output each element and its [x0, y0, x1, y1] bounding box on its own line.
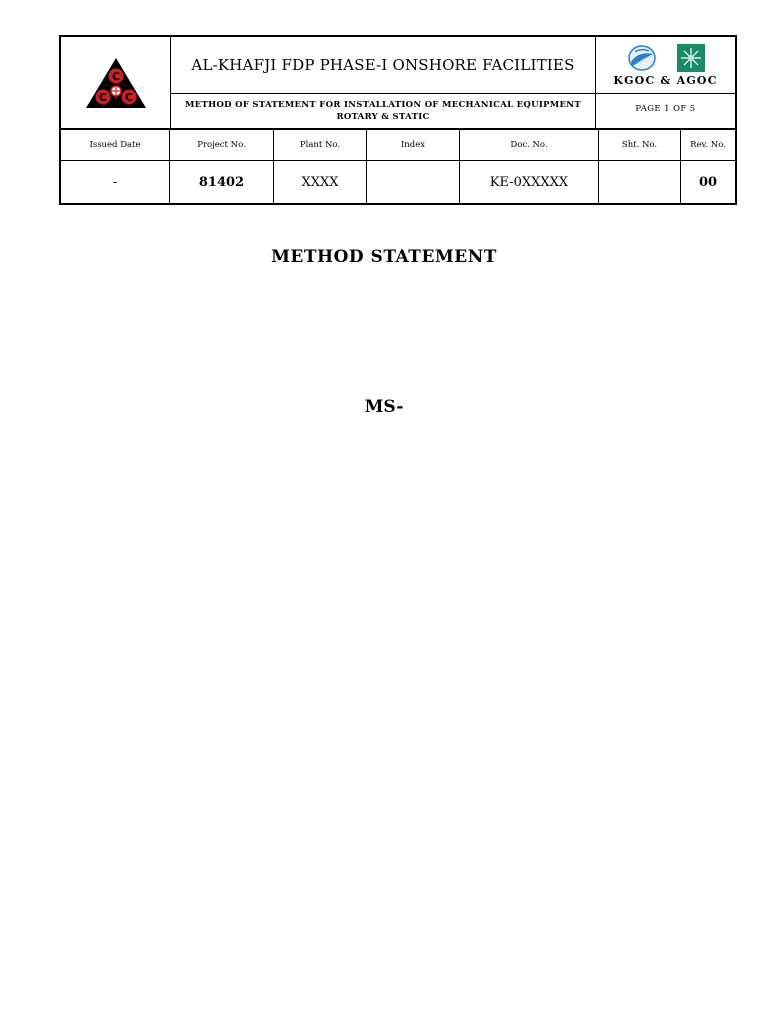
value-project-no: 81402 — [170, 161, 274, 203]
value-rev-no: 00 — [698, 174, 718, 190]
value-issued-date: - — [61, 161, 170, 203]
ms-code: MS- — [364, 397, 404, 417]
col-header-doc-no: Doc. No. — [460, 130, 599, 160]
col-header-plant-no: Plant No. — [274, 130, 367, 160]
info-table-value-row — [61, 161, 735, 203]
main-title: METHOD STATEMENT — [271, 247, 497, 267]
value-index — [367, 161, 460, 203]
info-table-header-row — [61, 130, 735, 161]
logo-letter-top: C — [111, 69, 120, 83]
agoc-logo-icon — [677, 44, 705, 72]
logo-letter-right: C — [124, 90, 133, 104]
contractor-triangle-logo — [84, 56, 148, 110]
value-plant-no: XXXX — [274, 161, 367, 203]
document-title — [171, 94, 595, 128]
document-title-line1: METHOD OF STATEMENT FOR INSTALLATION OF MECHANICAL EQUIPMENT — [185, 100, 581, 110]
document-title-line2: ROTARY & STATIC — [336, 112, 430, 122]
col-header-rev-no: Rev. No. — [690, 140, 726, 150]
page-number: PAGE 1 OF 5 — [635, 104, 696, 114]
col-header-index: Index — [367, 130, 460, 160]
col-header-issued-date: Issued Date — [61, 130, 170, 160]
kgoc-logo-icon — [627, 44, 657, 72]
client-cell — [596, 37, 735, 128]
client-logos — [627, 44, 705, 72]
project-title: AL-KHAFJI FDP PHASE-I ONSHORE FACILITIES — [171, 37, 595, 94]
client-logos-block — [596, 37, 735, 94]
col-header-sht-no: Sht. No. — [599, 130, 681, 160]
document-header — [59, 35, 737, 205]
client-name: KGOC & AGOC — [613, 73, 718, 87]
value-sht-no — [599, 161, 681, 203]
col-header-project-no: Project No. — [170, 130, 274, 160]
contractor-logo-cell — [61, 37, 171, 128]
logo-letter-left: C — [98, 90, 107, 104]
value-doc-no: KE-0XXXXX — [460, 161, 599, 203]
title-cell — [171, 37, 596, 128]
header-top-row — [61, 37, 735, 130]
